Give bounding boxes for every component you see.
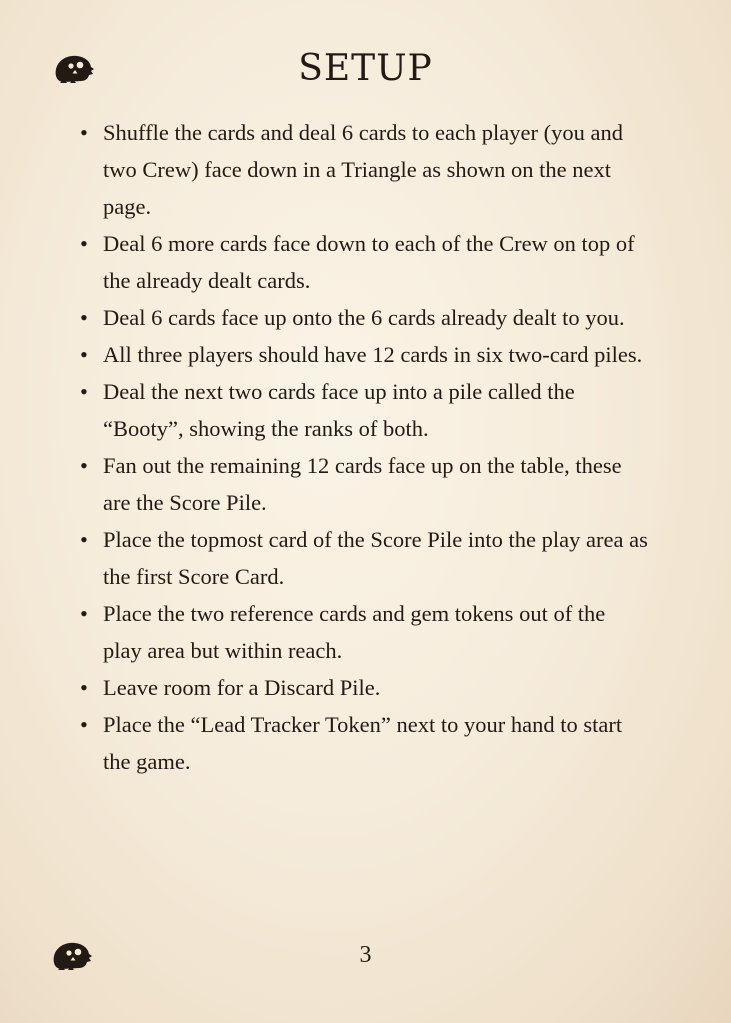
- bullet-icon: •: [80, 675, 88, 700]
- bullet-icon: •: [80, 379, 88, 404]
- step-text: Shuffle the cards and deal 6 cards to each player (you and two Crew) face down in a Triangle as shown on the next page.: [103, 120, 624, 219]
- bullet-icon: •: [80, 342, 88, 367]
- step-text: Leave room for a Discard Pile.: [103, 675, 381, 700]
- step-text: Deal the next two cards face up into a pile called the “Booty”, showing the ranks of both.: [103, 379, 575, 441]
- page-title: SETUP: [298, 48, 433, 89]
- step-text: Fan out the remaining 12 cards face up on the table, these are the Score Pile.: [103, 453, 622, 515]
- list-item: [78, 336, 648, 373]
- page-number: 3: [359, 942, 372, 968]
- bullet-icon: •: [80, 231, 88, 256]
- list-item: [78, 225, 648, 299]
- step-text: Place the “Lead Tracker Token” next to your hand to start the game.: [103, 712, 623, 774]
- bullet-icon: •: [80, 453, 88, 478]
- list-item: [78, 447, 648, 521]
- step-text: Deal 6 more cards face down to each of the Crew on top of the already dealt cards.: [103, 231, 635, 293]
- bullet-icon: •: [80, 305, 88, 330]
- step-text: Place the topmost card of the Score Pile into the play area as the first Score Card.: [103, 527, 648, 589]
- bullet-icon: •: [80, 601, 88, 626]
- step-text: All three players should have 12 cards in six two-card piles.: [103, 342, 643, 367]
- step-text: Place the two reference cards and gem tokens out of the play area but within reach.: [103, 601, 606, 663]
- list-item: [78, 299, 648, 336]
- setup-steps-list: [78, 114, 648, 780]
- list-item: [78, 114, 648, 225]
- bullet-icon: •: [80, 712, 88, 737]
- list-item: [78, 521, 648, 595]
- list-item: [78, 706, 648, 780]
- list-item: [78, 669, 648, 706]
- bullet-icon: •: [80, 527, 88, 552]
- list-item: [78, 373, 648, 447]
- bullet-icon: •: [80, 120, 88, 145]
- list-item: [78, 595, 648, 669]
- step-text: Deal 6 cards face up onto the 6 cards already dealt to you.: [103, 305, 625, 330]
